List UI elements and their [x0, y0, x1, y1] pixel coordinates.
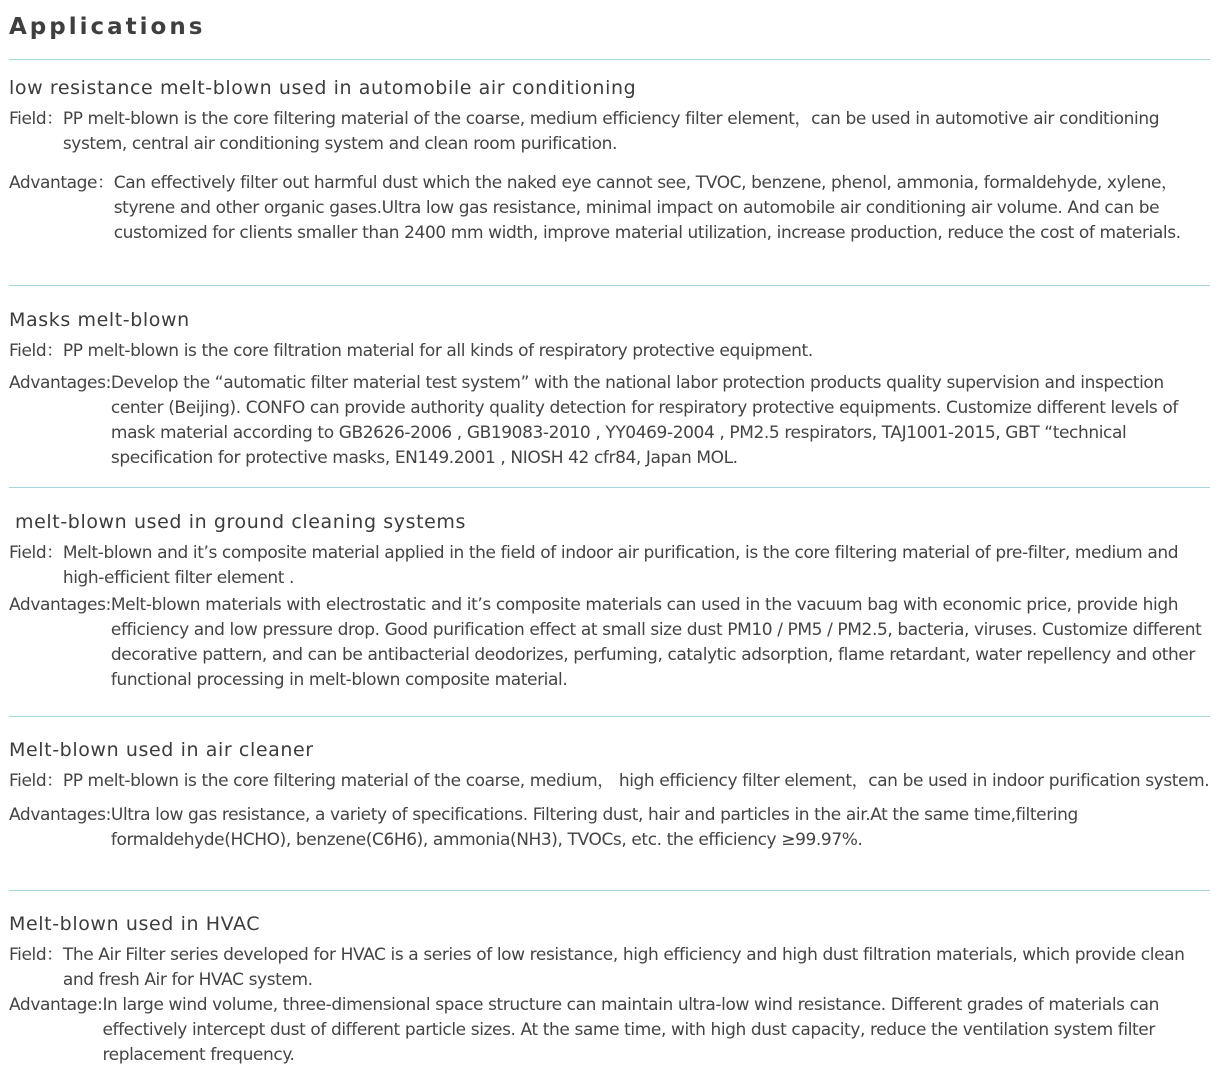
section-hvac — [9, 911, 1214, 1068]
field-row — [9, 339, 1214, 364]
advantage-label: Advantage： — [9, 173, 114, 193]
page-title: Applications — [9, 14, 206, 40]
divider — [9, 487, 1210, 488]
divider — [9, 285, 1210, 286]
advantage-label: Advantages: — [9, 373, 111, 393]
section-masks — [9, 307, 1214, 471]
advantage-text: Can effectively filter out harmful dust which the naked eye cannot see, TVOC, benzene, phenol, ammonia, formaldehyde, xylene，styrene and other organic gases.Ultra low gas resistance, minimal impact on automobile air conditioning air volume. And can be customized for clients smaller than 2400 mm width, improve material utilization, increase production, reduce the cost of materials. — [113, 173, 1181, 243]
advantage-row — [9, 593, 1214, 693]
section-title: Masks melt-blown — [9, 309, 190, 331]
field-label: Field： — [9, 341, 63, 361]
divider — [9, 59, 1210, 60]
field-label: Field： — [9, 771, 63, 791]
field-row — [9, 107, 1214, 157]
field-text: Melt-blown and it’s composite material applied in the field of indoor air purification, is the core filtering material of pre-filter, medium and high-efficient filter element . — [62, 543, 1179, 588]
section-title: Melt-blown used in air cleaner — [9, 739, 314, 761]
field-text: PP melt-blown is the core filtration material for all kinds of respiratory protective equipment. — [62, 341, 813, 361]
field-label: Field： — [9, 945, 63, 965]
advantage-text: In large wind volume, three-dimensional space structure can maintain ultra-low wind resistance. Different grades of materials can effectively intercept dust of different particle sizes. At the same time, with high dust capacity, reduce the ventilation system filter replacement frequency. — [102, 995, 1159, 1065]
advantage-row — [9, 803, 1214, 853]
section-ground-cleaning — [9, 509, 1214, 693]
advantage-text: Melt-blown materials with electrostatic and it’s composite materials can used in the vacuum bag with economic price, provide high efficiency and low pressure drop. Good purification effect at small size dust PM10 / PM5 / PM2.5, bacteria, viruses. Customize different decorative pattern, and can be antibacterial deodorizes, perfuming, catalytic adsorption, flame retardant, water repellency and other functional processing in melt-blown composite material. — [110, 595, 1202, 690]
field-row — [9, 943, 1214, 993]
field-text: PP melt-blown is the core filtering material of the coarse, medium efficiency filter element，can be used in automotive air conditioning system, central air conditioning system and clean room purification. — [62, 109, 1160, 154]
advantage-label: Advantage: — [9, 995, 103, 1015]
divider — [9, 890, 1210, 891]
section-title: low resistance melt-blown used in automobile air conditioning — [9, 77, 637, 99]
section-title: Melt-blown used in HVAC — [9, 913, 261, 935]
section-air-cleaner — [9, 737, 1214, 853]
advantage-row — [9, 371, 1214, 471]
section-automobile-air-conditioning — [9, 75, 1214, 246]
advantage-row — [9, 171, 1214, 246]
section-title: melt-blown used in ground cleaning systems — [15, 511, 467, 533]
field-text: PP melt-blown is the core filtering material of the coarse, medium， high efficiency filter element，can be used in indoor purification system. — [62, 771, 1210, 791]
field-text: The Air Filter series developed for HVAC is a series of low resistance, high efficiency and high dust filtration materials, which provide clean and fresh Air for HVAC system. — [62, 945, 1185, 990]
advantage-text: Develop the “automatic filter material test system” with the national labor protection products quality supervision and inspection center (Beijing). CONFO can provide authority quality detection for respiratory protective equipments. Customize different levels of mask material according to GB2626-2006 , GB19083-2010 , YY0469-2004 , PM2.5 respirators, TAJ1001-2015, GBT “technical specification for protective masks, EN149.2001 , NIOSH 42 cfr84, Japan MOL. — [110, 373, 1178, 468]
field-row — [9, 541, 1214, 591]
field-row — [9, 769, 1214, 794]
advantage-label: Advantages: — [9, 805, 111, 825]
advantage-row — [9, 993, 1214, 1068]
divider — [9, 716, 1210, 717]
field-label: Field： — [9, 543, 63, 563]
field-label: Field： — [9, 109, 63, 129]
advantage-text: Ultra low gas resistance, a variety of specifications. Filtering dust, hair and particles in the air.At the same time,filtering formaldehyde(HCHO), benzene(C6H6), ammonia(NH3), TVOCs, etc. the efficiency ≥99.97%. — [110, 805, 1078, 850]
advantage-label: Advantages: — [9, 595, 111, 615]
